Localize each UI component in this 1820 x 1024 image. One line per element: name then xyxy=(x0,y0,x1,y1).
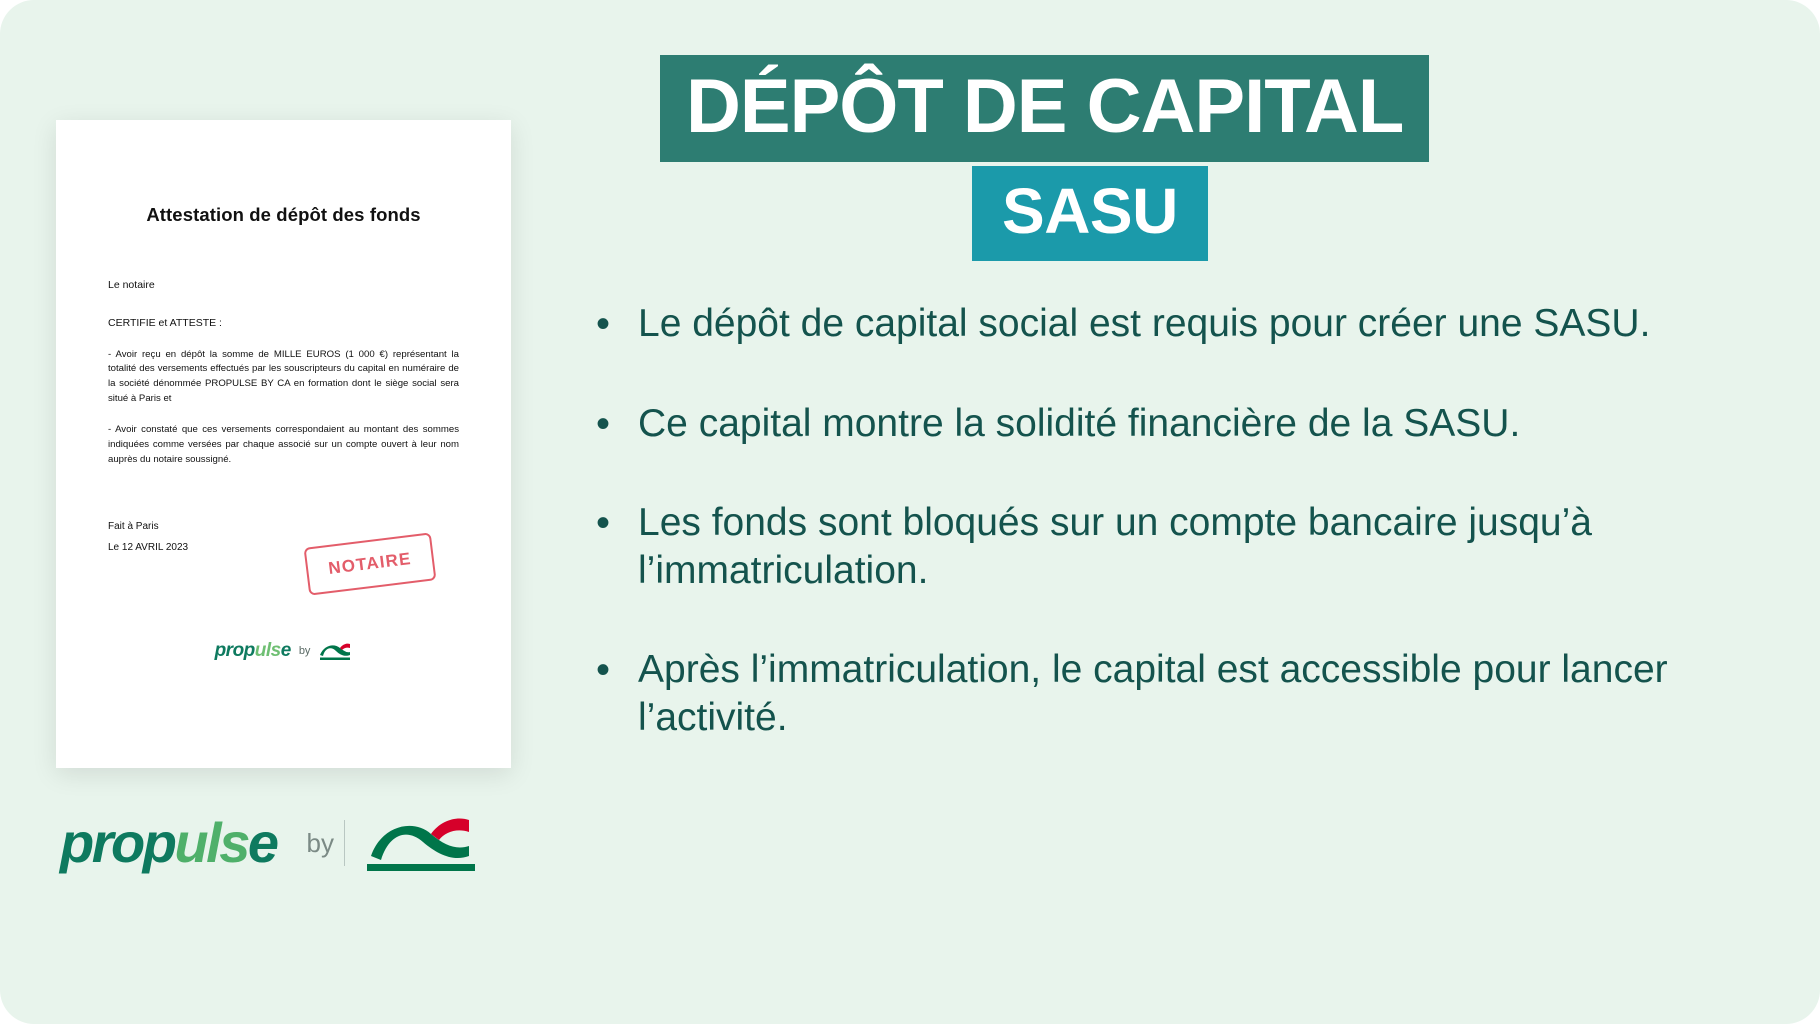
bullet-text: Ce capital montre la solidité financière de la SASU. xyxy=(638,401,1521,445)
title-block xyxy=(660,55,1429,261)
bullet-marker-icon: • xyxy=(596,401,611,446)
list-item xyxy=(596,499,1776,594)
list-item xyxy=(596,646,1776,741)
bullet-text: Les fonds sont bloqués sur un compte bancaire jusqu’à l’immatriculation. xyxy=(638,501,1592,592)
document-propulse-logo xyxy=(56,640,511,662)
propulse-brand-logo xyxy=(60,812,477,874)
document-content xyxy=(56,120,511,768)
document-paragraph-2: - Avoir constaté que ces versements correspondaient au montant des sommes indiquées comme versées par chaque associé sur un compte ouvert à leur nom auprès du notaire soussigné. xyxy=(108,423,459,465)
list-item xyxy=(596,400,1776,448)
document-title: Attestation de dépôt des fonds xyxy=(146,204,421,225)
bullet-marker-icon: • xyxy=(596,501,611,546)
credit-agricole-icon xyxy=(318,641,352,661)
document-logo-wordmark: propulse xyxy=(214,640,291,661)
left-column xyxy=(0,0,570,1024)
slide-title-main: DÉPÔT DE CAPITAL xyxy=(660,55,1429,162)
document-date: Le 12 AVRIL 2023 xyxy=(108,541,189,553)
notaire-stamp: NOTAIRE xyxy=(304,532,437,595)
bullet-marker-icon: • xyxy=(596,302,611,346)
brand-wordmark: propulse xyxy=(60,811,277,874)
bullet-text: Le dépôt de capital social est requis pour créer une SASU. xyxy=(638,302,1651,345)
slide-title-sub: SASU xyxy=(972,166,1208,261)
bullet-text: Après l’immatriculation, le capital est accessible pour lancer l’activité. xyxy=(638,648,1668,739)
document-place: Fait à Paris xyxy=(108,520,159,532)
document-intro: Le notaire xyxy=(108,279,155,291)
bullet-marker-icon: • xyxy=(596,648,611,693)
document-certify-line: CERTIFIE et ATTESTE : xyxy=(108,316,222,329)
bullet-list xyxy=(596,300,1776,793)
credit-agricole-logo-icon xyxy=(365,812,477,874)
brand-by-label: by xyxy=(297,820,345,866)
document-paragraph-1: - Avoir reçu en dépôt la somme de MILLE EUROS (1 000 €) représentant la totalité des versements effectués par les souscripteurs du capital en numéraire de la société dénommée PROPULSE BY CA en formation dont le siège social sera situé à Paris et xyxy=(108,348,459,405)
slide-title-sub-wrap xyxy=(972,166,1429,261)
list-item xyxy=(596,300,1776,348)
document-logo-by: by xyxy=(298,645,311,657)
attestation-document-card xyxy=(56,120,511,768)
